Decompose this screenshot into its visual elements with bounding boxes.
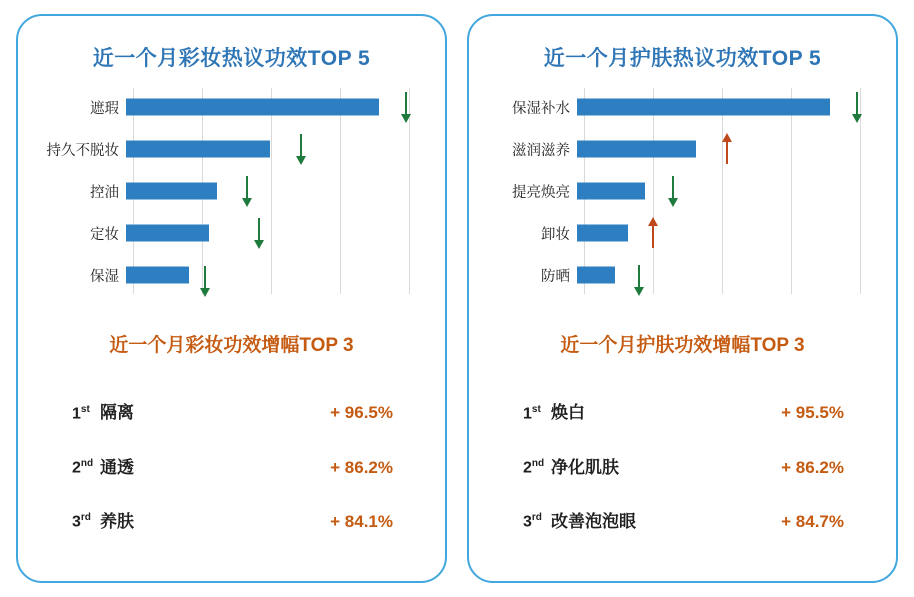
trend-arrow-down-icon — [197, 264, 213, 298]
chart-row — [489, 88, 860, 126]
chart-bar-area — [577, 172, 860, 210]
list-item — [72, 453, 407, 478]
chart-row — [38, 172, 409, 210]
chart-category-label: 防晒 — [541, 268, 570, 285]
rank-label: 焕白 — [551, 403, 585, 423]
chart-row — [489, 256, 860, 294]
chart-bar-area — [577, 214, 860, 252]
list-item — [72, 507, 407, 532]
trend-arrow-down-icon — [849, 90, 865, 124]
chart-row — [489, 214, 860, 252]
chart-bar-area — [577, 130, 860, 168]
chart-makeup-top5 — [38, 86, 417, 304]
chart-bar-area — [126, 172, 409, 210]
chart-row — [38, 88, 409, 126]
chart-row — [489, 172, 860, 210]
chart-bar — [126, 99, 379, 116]
chart-bar-area — [126, 214, 409, 252]
rank-value: + 95.5% — [781, 403, 844, 423]
chart-category-label: 滋润滋养 — [512, 142, 570, 159]
chart-bar — [126, 141, 270, 158]
chart-category-label: 定妆 — [90, 226, 119, 243]
rank-label: 养肤 — [100, 511, 134, 531]
rank-number: 2nd — [523, 458, 545, 477]
chart-category-label: 持久不脱妆 — [46, 142, 119, 159]
trend-arrow-down-icon — [665, 174, 681, 208]
rank-value: + 86.2% — [781, 457, 844, 477]
chart-row — [38, 130, 409, 168]
rank-number: 3rd — [523, 512, 542, 531]
chart-bar — [577, 225, 628, 242]
chart-rows — [489, 88, 860, 294]
rank-label: 净化肌肤 — [551, 457, 619, 477]
chart-bar-area — [126, 256, 409, 294]
chart-bar-area — [126, 88, 409, 126]
list-item — [72, 398, 407, 423]
page-title: 近一个月护肤热议功效TOP 5 — [543, 47, 822, 70]
list-item — [523, 398, 858, 423]
panel-skincare — [467, 14, 898, 583]
page-title: 近一个月彩妆热议功效TOP 5 — [92, 47, 371, 70]
list-item — [523, 453, 858, 478]
trend-arrow-down-icon — [293, 132, 309, 166]
chart-category-label: 控油 — [90, 184, 119, 201]
rank-label: 隔离 — [100, 403, 134, 423]
chart-bar — [577, 141, 696, 158]
rank-number: 3rd — [72, 512, 91, 531]
chart-category-label: 遮瑕 — [90, 100, 119, 117]
list-item — [523, 507, 858, 532]
chart-category-label: 卸妆 — [541, 226, 570, 243]
section-title-growth: 近一个月护肤功效增幅TOP 3 — [560, 335, 805, 356]
trend-arrow-up-icon — [645, 216, 661, 250]
trend-arrow-down-icon — [239, 174, 255, 208]
rank-value: + 84.1% — [330, 511, 393, 531]
panel-makeup — [16, 14, 447, 583]
chart-row — [38, 256, 409, 294]
chart-bar-area — [577, 88, 860, 126]
section-title-growth: 近一个月彩妆功效增幅TOP 3 — [109, 335, 354, 356]
trend-arrow-down-icon — [251, 216, 267, 250]
rank-value: + 84.7% — [781, 511, 844, 531]
chart-skincare-top5 — [489, 86, 868, 304]
chart-bar — [577, 267, 615, 284]
chart-bar — [126, 267, 189, 284]
rank-label: 改善泡泡眼 — [551, 511, 636, 531]
chart-bar — [126, 183, 217, 200]
rank-number: 1st — [72, 403, 90, 423]
rank-number: 1st — [523, 403, 541, 423]
rank-list-skincare — [523, 371, 858, 571]
chart-bar-area — [126, 130, 409, 168]
rank-value: + 86.2% — [330, 457, 393, 477]
trend-arrow-up-icon — [719, 132, 735, 166]
chart-category-label: 提亮焕亮 — [512, 184, 570, 201]
chart-bar-area — [577, 256, 860, 294]
trend-arrow-down-icon — [398, 90, 414, 124]
rank-label: 通透 — [100, 457, 134, 477]
chart-rows — [38, 88, 409, 294]
rank-value: + 96.5% — [330, 403, 393, 423]
chart-bar — [126, 225, 209, 242]
chart-category-label: 保湿 — [90, 268, 119, 285]
rank-number: 2nd — [72, 458, 94, 477]
trend-arrow-down-icon — [631, 263, 647, 297]
rank-list-makeup — [72, 371, 407, 571]
chart-category-label: 保湿补水 — [512, 100, 570, 117]
chart-row — [489, 130, 860, 168]
chart-bar — [577, 183, 645, 200]
chart-bar — [577, 99, 830, 116]
chart-row — [38, 214, 409, 252]
